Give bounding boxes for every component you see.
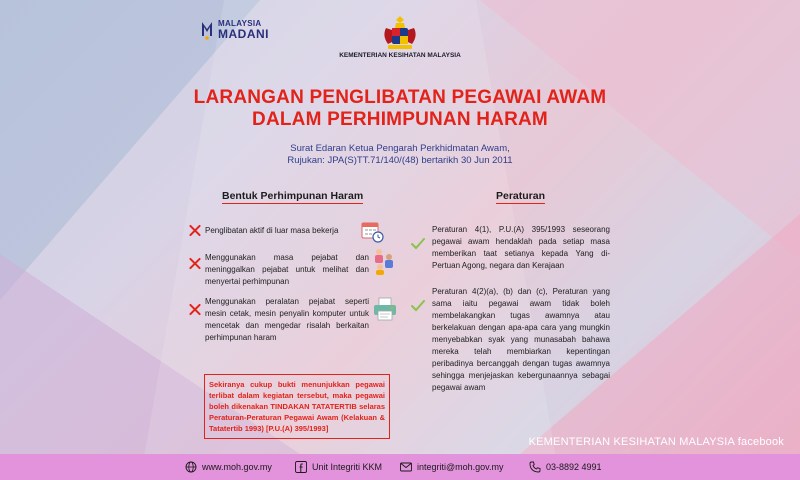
- prohibited-item: Menggunakan masa pejabat dan meninggalkan pejabat untuk melihat dan menyertai perhimpunan: [205, 253, 369, 286]
- madani-bottom-text: MADANI: [218, 27, 269, 41]
- facebook-text: Unit Integriti KKM: [312, 462, 383, 472]
- regulation-item: Peraturan 4(2)(a), (b) dan (c), Peraturan yang sama iaitu pegawai awam tidak boleh membelakangkan tugas awamnya atau berkelakuan dengan apa-apa cara yang mungkin menyebabkan syak yang munasabah bahawa mereka telah membiarkan kepentingan peribadinya bercanggah dengan tugas awamnya sehingga menjejaskan kebergunaannya sebagai pegawai awam: [432, 287, 610, 392]
- email-link[interactable]: [400, 461, 504, 473]
- globe-icon: [185, 461, 197, 473]
- contact-footer: [0, 454, 800, 480]
- check-icon: [411, 238, 425, 250]
- printer-icon: [372, 296, 398, 322]
- subtitle-line1: Surat Edaran Ketua Pengarah Perkhidmatan Awam,: [290, 143, 510, 154]
- website-text: www.moh.gov.my: [202, 462, 272, 472]
- cross-icon: [188, 257, 201, 270]
- disciplinary-notice: Sekiranya cukup bukti menunjukkan pegawai terlibat dalam kegiatan tersebut, maka pegawai boleh dikenakan TINDAKAN TATATERTIB selaras Peraturan-Peraturan Pegawai Awam (Kelakuan & Tatatertib 1993) [P.U.(A) 395/1993]: [204, 374, 390, 439]
- check-icon: [411, 300, 425, 312]
- cross-icon: [188, 224, 201, 237]
- facebook-icon: [295, 461, 307, 473]
- phone-icon: [529, 461, 541, 473]
- page-title-line1: LARANGAN PENGLIBATAN PEGAWAI AWAM: [193, 87, 607, 108]
- phone-text: 03-8892 4991: [546, 462, 602, 472]
- right-heading: Peraturan: [496, 190, 546, 202]
- ministry-name: KEMENTERIAN KESIHATAN MALAYSIA: [339, 52, 461, 59]
- phone-link[interactable]: [529, 461, 602, 473]
- calendar-clock-icon: [360, 219, 384, 243]
- subtitle-line2: Rujukan: JPA(S)TT.71/140/(48) bertarikh 30 Jun 2011: [287, 155, 513, 166]
- madani-top-text: MALAYSIA: [218, 19, 262, 28]
- email-icon: [400, 461, 412, 473]
- madani-mark-icon: [200, 20, 214, 40]
- people-meeting-icon: [372, 246, 396, 276]
- page-title-line2: DALAM PERHIMPUNAN HARAM: [252, 109, 548, 130]
- website-link[interactable]: [185, 461, 272, 473]
- left-heading: Bentuk Perhimpunan Haram: [222, 190, 364, 202]
- email-text: integriti@moh.gov.my: [417, 462, 504, 472]
- facebook-link[interactable]: [295, 461, 382, 473]
- malaysia-madani-logo: [200, 20, 269, 40]
- cross-icon: [188, 303, 201, 316]
- prohibited-item: Penglibatan aktif di luar masa bekerja: [205, 226, 339, 235]
- coat-of-arms-icon: [378, 14, 422, 52]
- facebook-watermark: KEMENTERIAN KESIHATAN MALAYSIA facebook: [528, 436, 784, 448]
- prohibited-item: Menggunakan peralatan pejabat seperti mesin cetak, mesin penyalin komputer untuk mencetak dan mengedar risalah berkaitan perhimpunan haram: [205, 297, 369, 342]
- regulation-item: Peraturan 4(1), P.U.(A) 395/1993 seseorang pegawai awam hendaklah pada setiap masa memberikan taat setianya kepada Yang di-Pertuan Agong, negara dan Kerajaan: [432, 225, 610, 270]
